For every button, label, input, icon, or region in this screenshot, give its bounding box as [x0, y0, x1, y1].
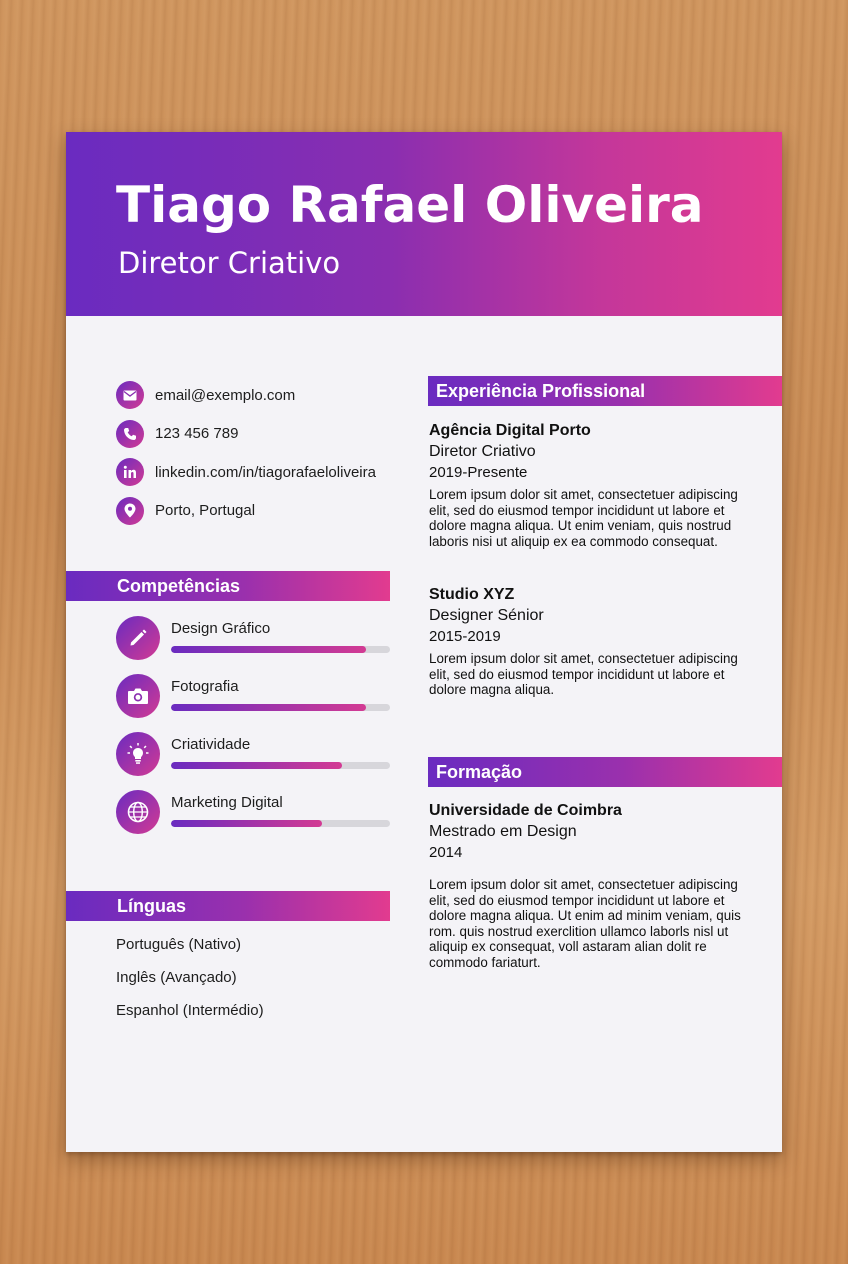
job-description: Lorem ipsum dolor sit amet, consectetuer adipiscing elit, sed do eiusmod tempor incididunt ut labore et dolore magna aliqua. Ut enim veniam, quis nostrud laboris nisi ut aliquip ex ea commodo consequat. [429, 487, 738, 549]
contact-location [116, 492, 376, 531]
job-years: 2019-Presente [429, 464, 528, 481]
job-role: Diretor Criativo [429, 443, 536, 460]
job-years: 2015-2019 [429, 628, 501, 645]
location-pin-icon [116, 497, 144, 525]
skill-label: Criatividade [171, 736, 251, 753]
resume-header [66, 132, 782, 316]
candidate-role: Diretor Criativo [118, 246, 341, 280]
contact-linkedin [116, 453, 376, 492]
contact-email [116, 376, 376, 415]
education-section-title: Formação [428, 757, 782, 787]
pencil-icon [116, 616, 160, 660]
skill-progress-fill [171, 762, 342, 769]
skill-label: Marketing Digital [171, 794, 283, 811]
contact-location-text: Porto, Portugal [155, 502, 256, 520]
language-item: Espanhol (Intermédio) [116, 1002, 264, 1019]
resume-paper [66, 132, 782, 1152]
globe-icon [116, 790, 160, 834]
contact-phone-text: 123 456 789 [155, 425, 239, 443]
skill-progress-track [171, 820, 390, 827]
contact-list [116, 376, 376, 530]
skills-section-title: Competências [66, 571, 390, 601]
education-year: 2014 [429, 844, 463, 861]
languages-section-title: Línguas [66, 891, 390, 921]
skill-progress-track [171, 646, 390, 653]
linkedin-icon [116, 458, 144, 486]
job-role: Designer Sénior [429, 607, 544, 624]
skill-progress-track [171, 704, 390, 711]
lightbulb-icon [116, 732, 160, 776]
job-entry [429, 586, 759, 698]
contact-phone [116, 415, 376, 454]
education-school: Universidade de Coimbra [429, 802, 622, 819]
language-item: Português (Nativo) [116, 936, 242, 953]
skill-progress-track [171, 762, 390, 769]
skill-progress-fill [171, 646, 366, 653]
education-description: Lorem ipsum dolor sit amet, consectetuer adipiscing elit, sed do eiusmod tempor incididunt ut labore et dolore magna aliqua. Ut enim ad minim veniam, quis rom. quis nostrud exerclition ullamco laborls nisl ut aliquip ex consequat, voll astaram alian dolit re commodo fariaturt. [429, 877, 741, 970]
job-entry [429, 422, 759, 549]
languages-list [116, 936, 264, 1035]
language-item: Inglês (Avançado) [116, 969, 237, 986]
skill-progress-fill [171, 704, 366, 711]
camera-icon [116, 674, 160, 718]
job-company: Studio XYZ [429, 586, 515, 603]
education-entry [429, 802, 759, 971]
phone-icon [116, 420, 144, 448]
job-company: Agência Digital Porto [429, 422, 591, 439]
skill-label: Fotografia [171, 678, 239, 695]
experience-section-title: Experiência Profissional [428, 376, 782, 406]
candidate-name: Tiago Rafael Oliveira [116, 176, 704, 234]
mail-icon [116, 381, 144, 409]
education-degree: Mestrado em Design [429, 823, 577, 840]
skill-progress-fill [171, 820, 322, 827]
contact-linkedin-text: linkedin.com/in/tiagorafaeloliveira [155, 463, 376, 481]
job-description: Lorem ipsum dolor sit amet, consectetuer adipiscing elit, sed do eiusmod tempor incididunt ut labore et dolore magna aliqua. [429, 651, 738, 698]
skill-label: Design Gráfico [171, 620, 271, 637]
contact-email-text: email@exemplo.com [155, 386, 296, 404]
